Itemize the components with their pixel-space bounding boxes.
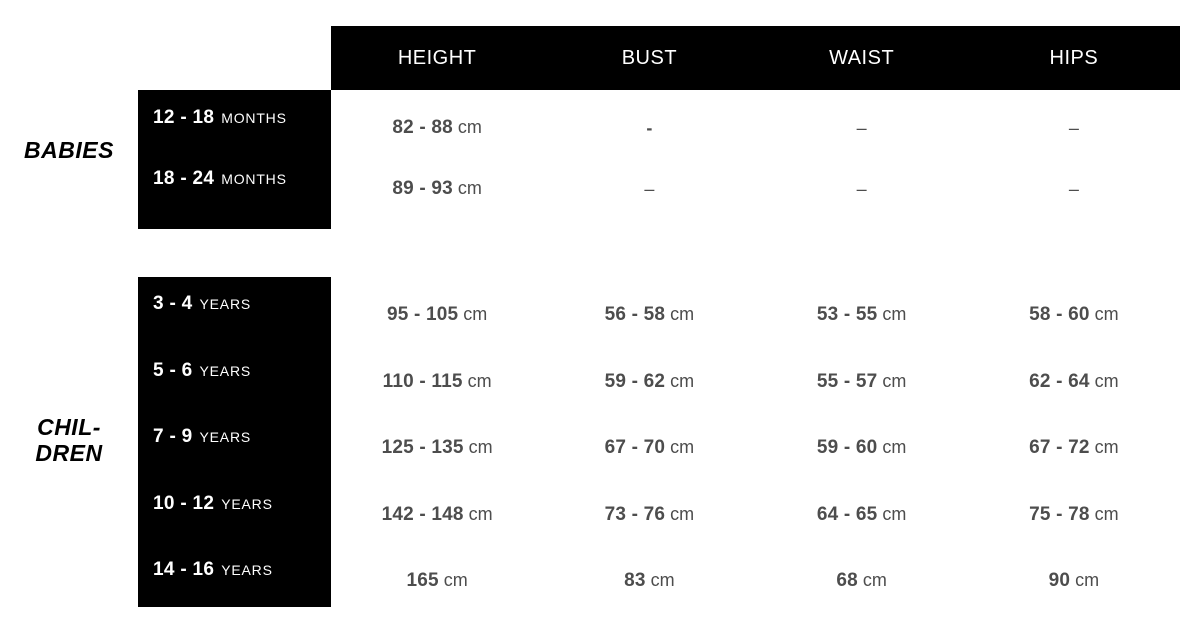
age-unit: YEARS — [221, 562, 273, 578]
age-number: 7 - 9 — [153, 426, 193, 447]
cell-bust — [543, 570, 755, 592]
cell-hips — [968, 437, 1180, 459]
age-label-children-1 — [138, 353, 331, 389]
cell-waist — [756, 179, 968, 200]
cell-unit: cm — [1094, 371, 1119, 391]
cell-value: 55 - 57 — [816, 371, 878, 392]
age-label-babies-1 — [138, 161, 331, 197]
group-label-children-line1: CHIL- — [37, 414, 101, 440]
cell-height — [331, 504, 543, 526]
cell-unit: cm — [468, 504, 493, 524]
cell-unit: cm — [1094, 304, 1119, 324]
age-number: 10 - 12 — [153, 493, 215, 514]
table-row-children-1 — [331, 364, 1180, 400]
column-header-height: HEIGHT — [397, 46, 477, 69]
cell-value: 53 - 55 — [816, 304, 878, 325]
cell-value: 125 - 135 — [381, 437, 464, 458]
cell-height — [331, 178, 543, 200]
cell-value: 56 - 58 — [604, 304, 666, 325]
cell-value: 67 - 70 — [604, 437, 666, 458]
table-row-babies-0 — [331, 110, 1180, 146]
table-header-row — [331, 26, 1180, 90]
cell-value: 82 - 88 — [392, 117, 453, 138]
table-row-children-2 — [331, 430, 1180, 466]
cell-value: - — [646, 117, 653, 138]
cell-unit: cm — [882, 437, 907, 457]
cell-bust — [543, 304, 755, 326]
cell-unit: cm — [1094, 437, 1119, 457]
column-header-bust: BUST — [621, 46, 678, 69]
cell-value: 67 - 72 — [1029, 437, 1090, 458]
cell-unit: cm — [463, 304, 488, 324]
age-label-babies-0 — [138, 100, 331, 136]
cell-value: 165 — [406, 570, 439, 591]
cell-value: 59 - 62 — [604, 371, 666, 392]
cell-value: 110 - 115 — [382, 371, 463, 392]
cell-bust — [543, 118, 755, 139]
cell-value: – — [1068, 117, 1079, 138]
cell-waist — [756, 304, 968, 326]
cell-hips — [968, 179, 1180, 200]
group-label-children-line2: DREN — [35, 439, 103, 466]
cell-unit: cm — [882, 371, 907, 391]
age-label-children-3 — [138, 486, 331, 522]
cell-value: 64 - 65 — [816, 504, 878, 525]
column-header-hips: HIPS — [1049, 46, 1099, 69]
cell-unit: cm — [1094, 504, 1119, 524]
cell-height — [331, 570, 543, 592]
cell-hips — [968, 371, 1180, 393]
cell-waist — [756, 118, 968, 139]
cell-value: 95 - 105 — [386, 304, 459, 325]
cell-unit: cm — [670, 371, 695, 391]
age-unit: MONTHS — [221, 171, 287, 187]
age-number: 5 - 6 — [153, 360, 193, 381]
cell-hips — [968, 304, 1180, 326]
cell-unit: cm — [443, 570, 468, 590]
cell-value: – — [856, 117, 867, 138]
cell-waist — [756, 570, 968, 592]
age-number: 14 - 16 — [153, 559, 215, 580]
cell-unit: cm — [882, 304, 907, 324]
cell-bust — [543, 437, 755, 459]
cell-unit: cm — [670, 304, 695, 324]
cell-hips — [968, 570, 1180, 592]
cell-value: 73 - 76 — [604, 504, 666, 525]
cell-bust — [543, 179, 755, 200]
cell-value: 89 - 93 — [392, 178, 453, 199]
cell-value: – — [856, 178, 867, 199]
cell-unit: cm — [457, 178, 482, 198]
age-unit: MONTHS — [221, 110, 287, 126]
cell-value: 58 - 60 — [1029, 304, 1090, 325]
cell-unit: cm — [1075, 570, 1100, 590]
cell-value: 59 - 60 — [816, 437, 878, 458]
age-unit: YEARS — [199, 296, 251, 312]
table-row-children-0 — [331, 297, 1180, 333]
age-number: 3 - 4 — [153, 293, 193, 314]
cell-unit: cm — [670, 504, 695, 524]
cell-value: – — [644, 178, 655, 199]
cell-value: 68 — [836, 570, 858, 591]
cell-waist — [756, 437, 968, 459]
cell-waist — [756, 504, 968, 526]
cell-unit: cm — [650, 570, 675, 590]
cell-unit: cm — [862, 570, 887, 590]
cell-value: 90 — [1048, 570, 1071, 591]
group-label-babies: BABIES — [24, 137, 114, 163]
cell-height — [331, 304, 543, 326]
cell-bust — [543, 504, 755, 526]
age-label-children-0 — [138, 286, 331, 322]
age-unit: YEARS — [221, 496, 273, 512]
cell-value: 75 - 78 — [1029, 504, 1090, 525]
cell-hips — [968, 504, 1180, 526]
cell-value: – — [1068, 178, 1079, 199]
age-number: 12 - 18 — [153, 107, 215, 128]
cell-waist — [756, 371, 968, 393]
age-unit: YEARS — [199, 429, 251, 445]
cell-unit: cm — [457, 117, 482, 137]
cell-unit: cm — [468, 437, 493, 457]
column-header-waist: WAIST — [829, 46, 895, 69]
cell-height — [331, 371, 543, 393]
group-label-children — [0, 415, 138, 467]
age-unit: YEARS — [199, 363, 251, 379]
age-number: 18 - 24 — [153, 168, 215, 189]
age-label-children-2 — [138, 419, 331, 455]
cell-unit: cm — [467, 371, 492, 391]
table-row-children-3 — [331, 497, 1180, 533]
cell-bust — [543, 371, 755, 393]
table-row-babies-1 — [331, 171, 1180, 207]
cell-unit: cm — [670, 437, 695, 457]
cell-height — [331, 437, 543, 459]
cell-hips — [968, 118, 1180, 139]
cell-height — [331, 117, 543, 139]
cell-value: 142 - 148 — [381, 504, 464, 525]
cell-value: 62 - 64 — [1029, 371, 1090, 392]
table-row-children-4 — [331, 563, 1180, 599]
cell-value: 83 — [624, 570, 646, 591]
cell-unit: cm — [882, 504, 907, 524]
age-label-children-4 — [138, 552, 331, 588]
